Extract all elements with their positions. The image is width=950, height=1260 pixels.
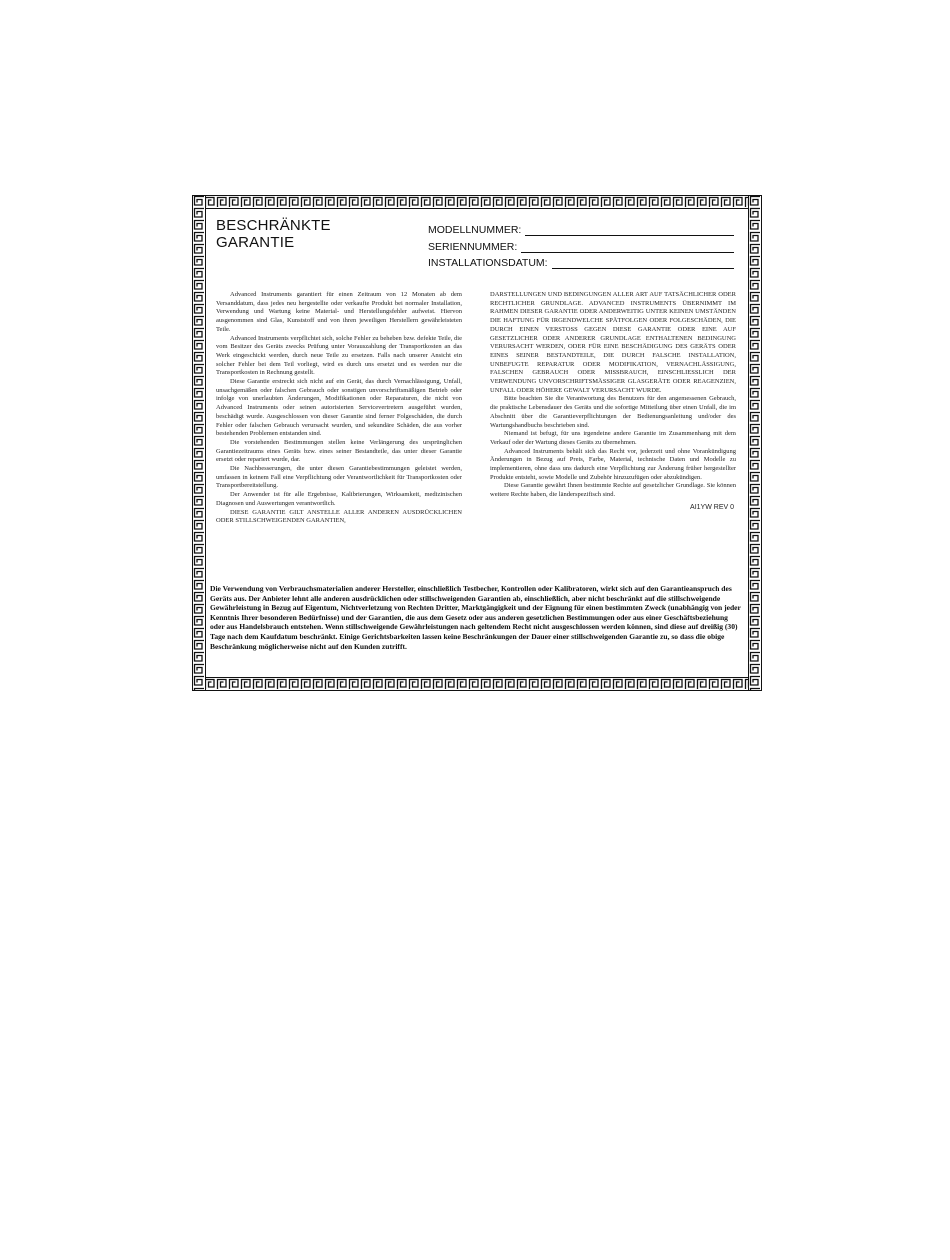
- terms-paragraph: Advanced Instruments garantiert für einen Zeitraum von 12 Monaten ab dem Versanddatum, dass jedes neu hergestellte oder verkaufte Produkt bei normaler Installation, Verwendung und Wartung keine Material- und Herstellungsfehler aufweist. Hiervon ausgenommen sind Glas, Kunststoff und von ihren jeweiligen Herstellern gewährleisteten Teile.: [216, 291, 462, 333]
- card-content: [206, 209, 748, 677]
- greek-key-border-top: [192, 195, 762, 209]
- warranty-card: [192, 195, 762, 691]
- consumables-disclaimer: Die Verwendung von Verbrauchsmaterialien anderer Hersteller, einschließlich Testbecher, Kontrollen oder Kalibratoren, wirkt sich auf den Garantieanspruch des Geräts aus. Der Anbieter lehnt alle anderen ausdrücklichen oder stillschweigenden Garantien ab, einschließlich, aber nicht beschränkt auf die stillschweigende Gewährleistung in Bezug auf Eigentum, Nichtverletzung von Rechten Dritter, Marktgängigkeit und der Eignung für einen bestimmten Zweck (unabhängig von jeder Kenntnis Ihrer besonderen Bedürfnisse) und der Garantien, die aus dem Gesetz oder aus anderen gesetzlichen Bestimmungen oder aus einer Geschäftsbeziehung oder aus Handelsbrauch entstehen. Wenn stillschweigende Gewährleistungen nach geltendem Recht nicht ausgeschlossen werden können, sind diese auf dreißig (30) Tage nach dem Kaufdatum beschränkt. Einige Gerichtsbarkeiten lassen keine Beschränkungen der Dauer einer stillschweigenden Garantie zu, so dass die obige Beschränkung möglicherweise nicht auf den Kunden zutrifft.: [210, 584, 741, 651]
- warranty-terms: [216, 291, 736, 526]
- product-info-fields: [428, 220, 734, 270]
- model-number-line: [525, 224, 734, 236]
- terms-paragraph: Advanced Instruments verpflichtet sich, solche Fehler zu beheben bzw. defekte Teile, die vom Besitzer des Geräts zwecks Prüfung unter Vorauszahlung der Transportkosten an das Werk eingeschickt werden, durch neue Teile zu ersetzen. Falls nach unserer Ansicht ein solcher Fehler bei dem Teil vorliegt, wird es durch uns ersetzt und es werden nur die Transportkosten in Rechnung gestellt.: [216, 334, 462, 377]
- model-number-row: [428, 220, 734, 236]
- installation-date-line: [552, 257, 734, 269]
- installation-date-row: [428, 253, 734, 269]
- terms-paragraph: Niemand ist befugt, für uns irgendeine andere Garantie im Zusammenhang mit dem Verkauf oder der Wartung dieses Geräts zu übernehmen.: [490, 430, 736, 446]
- installation-date-label: INSTALLATIONSDATUM:: [428, 257, 548, 269]
- revision-code: AI1YW REV 0: [690, 503, 734, 511]
- terms-right-column: [490, 291, 736, 526]
- title-line-2: GARANTIE: [216, 234, 295, 251]
- terms-paragraph: Der Anwender ist für alle Ergebnisse, Kalibrierungen, Wirksamkeit, medizinischen Diagnosen und Auswertungen verantwortlich.: [216, 491, 462, 507]
- terms-paragraph: DIESE GARANTIE GILT ANSTELLE ALLER ANDEREN AUSDRÜCKLICHEN ODER STILLSCHWEIGENDEN GARANTIEN,: [216, 508, 462, 525]
- serial-number-line: [521, 241, 734, 253]
- terms-paragraph: Die vorstehenden Bestimmungen stellen keine Verlängerung des ursprünglichen Garantiezeitraums eines Geräts bzw. eines seiner Bestandteile, das unter dieser Garantie ersetzt oder repariert wurde, dar.: [216, 438, 462, 464]
- terms-paragraph: Bitte beachten Sie die Verantwortung des Benutzers für den angemessenen Gebrauch, die praktische Lebensdauer des Geräts und die sofortige Mitteilung über einen Unfall, die im Abschnitt über die Garantieverpflichtungen der Bedienungsanleitung und/oder des Wartungshandbuchs beschrieben sind.: [490, 395, 736, 429]
- terms-paragraph: DARSTELLUNGEN UND BEDINGUNGEN ALLER ART AUF TATSÄCHLICHER ODER RECHTLICHER GRUNDLAGE. ADVANCED INSTRUMENTS ÜBERNIMMT IM RAHMEN DIESER GARANTIE ODER ANDERWEITIG UNTER KEINEN UMSTÄNDEN DIE HAFTUNG FÜR IRGENDWELCHE SPÄTFOLGEN ODER FOLGESCHÄDEN, DIE DURCH EINEN VERSTOSS GEGEN DIESE GARANTIE ODER EINE AUF GESETZLICHER ODER ANDERER GRUNDLAGE ENTHALTENEN BEDINGUNG VERURSACHT WERDEN, ODER FÜR EINE BESCHÄDIGUNG DES GERÄTS ODER EINES SEINER BESTANDTEILE, DIE DURCH FALSCHE INSTALLATION, UNBEFUGTE REPARATUR ODER MODIFIKATION, VERNACHLÄSSIGUNG, FALSCHEN GEBRAUCH ODER MISSBRAUCH, EINSCHLIESSLICH DER VERWENDUNG UNVORSCHRIFTSMÄSSIGER GLASGERÄTE ODER REAGENZIEN, UNFALL ODER HÖHERE GEWALT VERURSACHT WURDE.: [490, 291, 736, 394]
- greek-key-border-left: [192, 195, 206, 691]
- terms-paragraph: Diese Garantie gewährt Ihnen bestimmte Rechte auf gesetzlicher Grundlage. Sie können weitere Rechte haben, die länderspezifisch sind.: [490, 482, 736, 499]
- terms-paragraph: Diese Garantie erstreckt sich nicht auf ein Gerät, das durch Vernachlässigung, Unfall, unsachgemäßen oder falschen Gebrauch oder sonstigen unvorschriftsmäßigen Betrieb oder infolge von unerlaubten Änderungen, Modifikationen oder Reparaturen, die nicht von Advanced Instruments oder seinen autorisierten Servicevertretern ausgeführt wurden, beschädigt wurde. Ausgeschlossen von dieser Garantie sind ferner Folgeschäden, die durch Fehler oder falschen Gebrauch verursacht wurden, und sekundäre Schäden, die aus vorher bestehenden Problemen entstanden sind.: [216, 378, 462, 438]
- terms-paragraph: Advanced Instruments behält sich das Recht vor, jederzeit und ohne Vorankündigung Änderungen in Bezug auf Preis, Farbe, Material, technische Daten und Modelle zu implementieren, ohne dass uns dadurch eine Verpflichtung zur Änderung früher hergestellter Produkte entsteht, sowie Modelle und Zubehör hinzuzufügen oder abzukündigen.: [490, 447, 736, 481]
- title-line-1: BESCHRÄNKTE: [216, 217, 331, 234]
- serial-number-row: [428, 237, 734, 253]
- greek-key-border-right: [748, 195, 762, 691]
- serial-number-label: SERIENNUMMER:: [428, 240, 518, 253]
- terms-paragraph: Die Nachbesserungen, die unter diesen Garantiebestimmungen geleistet werden, umfassen in keinem Fall eine Verpflichtung oder Verantwortlichkeit für Transportkosten oder Transportbereitstellung.: [216, 465, 462, 490]
- model-number-label: MODELLNUMMER:: [428, 224, 522, 236]
- warranty-title: [216, 217, 331, 251]
- terms-left-column: [216, 291, 462, 526]
- greek-key-border-bottom: [192, 677, 762, 691]
